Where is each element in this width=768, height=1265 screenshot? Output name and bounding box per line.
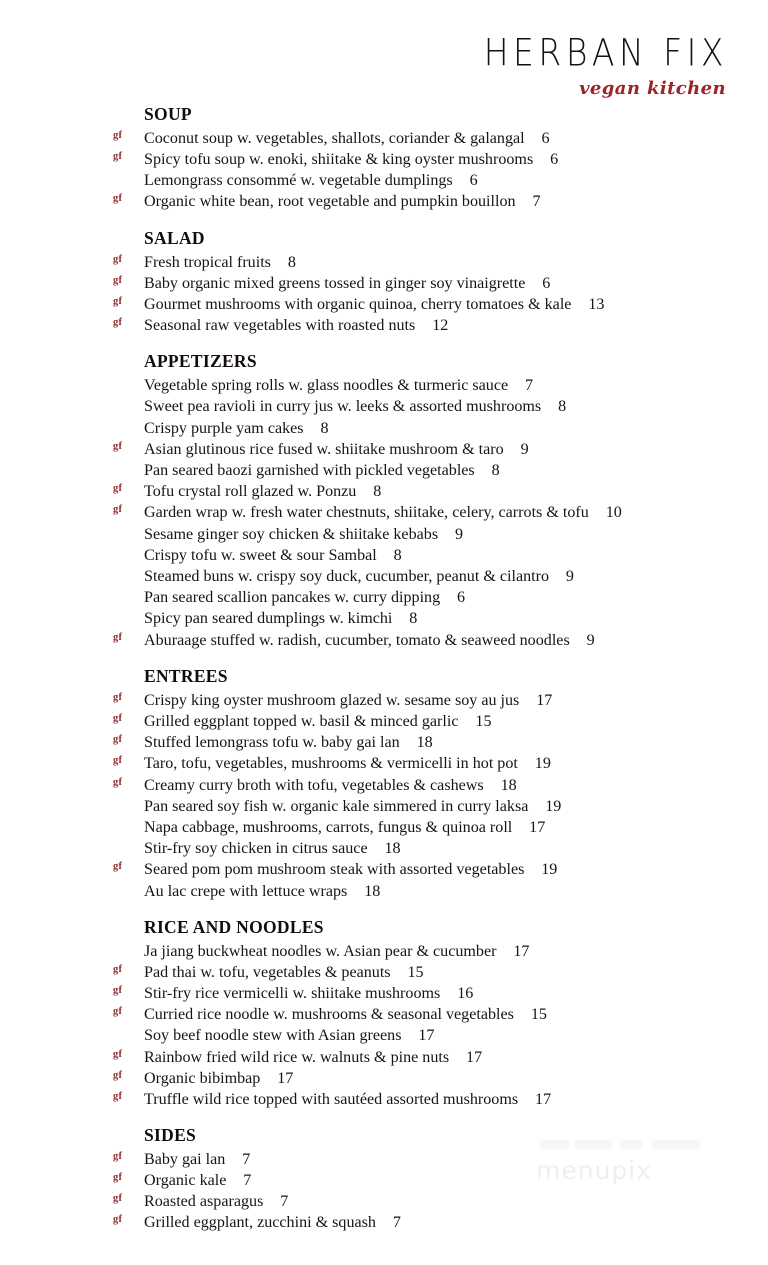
menu-item-price: 8 xyxy=(558,398,567,416)
menu-item-name: Pan seared scallion pancakes w. curry dipping xyxy=(144,589,441,607)
menu-item xyxy=(0,1047,768,1068)
menu-item-list xyxy=(0,690,768,902)
menu-item-name: Garden wrap w. fresh water chestnuts, shiitake, celery, carrots & tofu xyxy=(144,504,589,522)
gluten-free-marker: gf xyxy=(113,1193,123,1205)
menu-item xyxy=(0,1089,768,1110)
menu-item-name: Seasonal raw vegetables with roasted nuts xyxy=(144,317,416,335)
menu-item-list xyxy=(0,1149,768,1233)
gluten-free-marker: gf xyxy=(113,151,123,163)
menu-item-list xyxy=(0,941,768,1111)
menu-item-price: 17 xyxy=(466,1048,483,1066)
gluten-free-marker: gf xyxy=(113,963,123,975)
menu-item-price: 7 xyxy=(392,1214,401,1232)
menu-item xyxy=(0,1149,768,1170)
menu-item-price: 15 xyxy=(475,712,492,730)
gluten-free-marker: gf xyxy=(113,129,123,141)
menu-item-price: 6 xyxy=(541,129,550,147)
menu-item xyxy=(0,983,768,1004)
menu-item xyxy=(0,502,768,523)
gluten-free-marker: gf xyxy=(113,776,123,788)
menu-item xyxy=(0,375,768,396)
menu-section xyxy=(0,351,768,651)
menu-item-price: 17 xyxy=(277,1069,294,1087)
menu-item xyxy=(0,859,768,880)
menu-item-price: 19 xyxy=(545,797,562,815)
menu-item-price: 7 xyxy=(243,1172,252,1190)
menu-item-name: Truffle wild rice topped with sautéed assorted mushrooms xyxy=(144,1091,519,1109)
menu-item-price: 6 xyxy=(550,151,559,169)
menu-item-price: 17 xyxy=(418,1027,435,1045)
menu-item xyxy=(0,545,768,566)
menu-item xyxy=(0,1068,768,1089)
menu-item-price: 6 xyxy=(469,172,478,190)
gluten-free-marker: gf xyxy=(113,691,123,703)
menu-section xyxy=(0,666,768,902)
menu-item-price: 15 xyxy=(407,963,424,981)
menu-item xyxy=(0,460,768,481)
section-title: SALAD xyxy=(144,227,205,248)
menu-item xyxy=(0,732,768,753)
menu-item xyxy=(0,1004,768,1025)
gluten-free-marker: gf xyxy=(113,861,123,873)
section-title: SIDES xyxy=(144,1125,197,1146)
gluten-free-marker: gf xyxy=(113,712,123,724)
gluten-free-marker: gf xyxy=(113,483,123,495)
menu-item-name: Seared pom pom mushroom steak with assorted vegetables xyxy=(144,861,525,879)
menu-item-name: Vegetable spring rolls w. glass noodles & turmeric sauce xyxy=(144,377,509,395)
gluten-free-marker: gf xyxy=(113,1172,123,1184)
menu-item-name: Roasted asparagus xyxy=(144,1193,264,1211)
menu-item xyxy=(0,396,768,417)
menu-item-price: 17 xyxy=(529,818,546,836)
menu-item-price: 10 xyxy=(605,504,622,522)
menu-item-name: Grilled eggplant, zucchini & squash xyxy=(144,1214,376,1232)
gluten-free-marker: gf xyxy=(113,193,123,205)
menu-item-name: Soy beef noodle stew with Asian greens xyxy=(144,1027,402,1045)
menu-item-name: Crispy tofu w. sweet & sour Sambal xyxy=(144,546,377,564)
menu-item xyxy=(0,1212,768,1233)
menu-item-name: Stir-fry rice vermicelli w. shiitake mushrooms xyxy=(144,985,441,1003)
menu-item-name: Baby gai lan xyxy=(144,1151,226,1169)
menu-item xyxy=(0,273,768,294)
menu-item-name: Taro, tofu, vegetables, mushrooms & vermicelli in hot pot xyxy=(144,755,518,773)
menu-item-price: 18 xyxy=(364,882,381,900)
menu-item-name: Pan seared soy fish w. organic kale simmered in curry laksa xyxy=(144,797,529,815)
menu-item xyxy=(0,149,768,170)
gluten-free-marker: gf xyxy=(113,274,123,286)
menu-item-price: 7 xyxy=(280,1193,289,1211)
menu-item-name: Aburaage stuffed w. radish, cucumber, tomato & seaweed noodles xyxy=(144,631,570,649)
menu-item xyxy=(0,881,768,902)
gluten-free-marker: gf xyxy=(113,317,123,329)
section-title: ENTREES xyxy=(144,665,228,686)
menu-item xyxy=(0,711,768,732)
menu-item-price: 7 xyxy=(532,193,541,211)
menupix-watermark: menupix xyxy=(536,1156,653,1185)
menu-item xyxy=(0,170,768,191)
menu-item-price: 18 xyxy=(416,734,433,752)
menu-item-name: Spicy tofu soup w. enoki, shiitake & king oyster mushrooms xyxy=(144,151,534,169)
section-title: APPETIZERS xyxy=(144,351,257,372)
menu-item-price: 6 xyxy=(542,274,551,292)
menu-item-name: Sweet pea ravioli in curry jus w. leeks & assorted mushrooms xyxy=(144,398,542,416)
gluten-free-marker: gf xyxy=(113,1151,123,1163)
menu-item-name: Napa cabbage, mushrooms, carrots, fungus & quinoa roll xyxy=(144,818,513,836)
menu-item-name: Curried rice noodle w. mushrooms & seasonal vegetables xyxy=(144,1006,514,1024)
menu-item-price: 17 xyxy=(513,942,530,960)
menu-item-name: Gourmet mushrooms with organic quinoa, cherry tomatoes & kale xyxy=(144,295,572,313)
menu-item-price: 8 xyxy=(491,462,500,480)
menu-item xyxy=(0,191,768,212)
gluten-free-marker: gf xyxy=(113,253,123,265)
menu-item-price: 12 xyxy=(432,317,449,335)
menu-item-price: 18 xyxy=(500,776,517,794)
menu-item-price: 8 xyxy=(409,610,418,628)
menu-item-price: 9 xyxy=(586,631,595,649)
menu-item xyxy=(0,630,768,651)
menu-item-name: Tofu crystal roll glazed w. Ponzu xyxy=(144,483,357,501)
gluten-free-marker: gf xyxy=(113,440,123,452)
menu-item-price: 7 xyxy=(525,377,534,395)
menu-item-name: Organic bibimbap xyxy=(144,1069,261,1087)
menu-item-price: 9 xyxy=(454,525,464,543)
menu-item-name: Coconut soup w. vegetables, shallots, coriander & galangal xyxy=(144,129,525,147)
menu-section xyxy=(0,228,768,337)
menu-item-price: 8 xyxy=(393,546,402,564)
menu-item-price: 15 xyxy=(530,1006,547,1024)
gluten-free-marker: gf xyxy=(113,1091,123,1103)
menu-item-name: Sesame ginger soy chicken & shiitake kebabs xyxy=(144,525,439,543)
gluten-free-marker: gf xyxy=(113,295,123,307)
watermark-decoration xyxy=(540,1140,700,1149)
menu-item xyxy=(0,838,768,859)
menu-item-name: Baby organic mixed greens tossed in ginger soy vinaigrette xyxy=(144,274,526,292)
menu-item-name: Asian glutinous rice fused w. shiitake mushroom & taro xyxy=(144,440,504,458)
menu-item xyxy=(0,775,768,796)
menu-item-name: Ja jiang buckwheat noodles w. Asian pear & cucumber xyxy=(144,942,497,960)
gluten-free-marker: gf xyxy=(113,631,123,643)
menu-item-price: 17 xyxy=(536,691,553,709)
menu-item xyxy=(0,252,768,273)
menu-item-price: 19 xyxy=(541,861,558,879)
gluten-free-marker: gf xyxy=(113,1048,123,1060)
restaurant-logo xyxy=(468,30,728,99)
menu-item xyxy=(0,1191,768,1212)
menu-item xyxy=(0,439,768,460)
menu-item-name: Pan seared baozi garnished with pickled vegetables xyxy=(144,462,475,480)
gluten-free-marker: gf xyxy=(113,1214,123,1226)
menu-section xyxy=(0,104,768,213)
menu-body xyxy=(0,104,768,1233)
menu-item-price: 13 xyxy=(588,295,605,313)
menu-item xyxy=(0,524,768,545)
menu-item xyxy=(0,941,768,962)
menu-item-price: 7 xyxy=(242,1151,251,1169)
menu-item-price: 8 xyxy=(287,253,296,271)
menu-item-price: 16 xyxy=(457,985,474,1003)
menu-item xyxy=(0,1170,768,1191)
menu-item-name: Organic white bean, root vegetable and pumpkin bouillon xyxy=(144,193,516,211)
gluten-free-marker: gf xyxy=(113,734,123,746)
menu-item xyxy=(0,418,768,439)
menu-item xyxy=(0,294,768,315)
menu-item xyxy=(0,796,768,817)
menu-item-name: Crispy king oyster mushroom glazed w. sesame soy au jus xyxy=(144,691,520,709)
menu-item xyxy=(0,315,768,336)
gluten-free-marker: gf xyxy=(113,755,123,767)
menu-item xyxy=(0,753,768,774)
menu-item-list xyxy=(0,375,768,651)
menu-item-price: 6 xyxy=(457,589,466,607)
menu-item xyxy=(0,481,768,502)
menu-item-price: 17 xyxy=(535,1091,552,1109)
gluten-free-marker: gf xyxy=(113,1069,123,1081)
menu-item-name: Pad thai w. tofu, vegetables & peanuts xyxy=(144,963,391,981)
menu-item-price: 9 xyxy=(565,568,574,586)
menu-item-name: Lemongrass consommé w. vegetable dumplings xyxy=(144,172,453,190)
menu-item-list xyxy=(0,252,768,337)
menu-item-price: 18 xyxy=(384,840,401,858)
menu-item-name: Fresh tropical fruits xyxy=(144,253,271,271)
gluten-free-marker: gf xyxy=(113,504,123,516)
menu-item xyxy=(0,962,768,983)
menu-item-name: Au lac crepe with lettuce wraps xyxy=(144,882,348,900)
section-title: RICE AND NOODLES xyxy=(144,916,324,937)
menu-item-name: Grilled eggplant topped w. basil & minced garlic xyxy=(144,712,459,730)
brand-name: HERBAN FIX xyxy=(483,30,728,75)
menu-item xyxy=(0,128,768,149)
menu-item xyxy=(0,587,768,608)
menu-item-price: 19 xyxy=(534,755,551,773)
menu-item xyxy=(0,1025,768,1046)
menu-item-name: Crispy purple yam cakes xyxy=(144,419,304,437)
menu-item-name: Creamy curry broth with tofu, vegetables & cashews xyxy=(144,776,484,794)
menu-item-name: Steamed buns w. crispy soy duck, cucumber, peanut & cilantro xyxy=(144,568,550,586)
menu-item-name: Stuffed lemongrass tofu w. baby gai lan xyxy=(144,734,400,752)
menu-item xyxy=(0,566,768,587)
menu-item-price: 8 xyxy=(373,483,382,501)
menu-item-name: Stir-fry soy chicken in citrus sauce xyxy=(144,840,368,858)
menu-item-list xyxy=(0,128,768,213)
menu-item-name: Spicy pan seared dumplings w. kimchi xyxy=(144,610,393,628)
menu-item-price: 8 xyxy=(320,419,329,437)
section-title: SOUP xyxy=(144,104,192,124)
menu-item-name: Rainbow fried wild rice w. walnuts & pine nuts xyxy=(144,1048,450,1066)
gluten-free-marker: gf xyxy=(113,985,123,997)
menu-item xyxy=(0,690,768,711)
brand-tagline: vegan kitchen xyxy=(579,78,726,99)
menu-item-name: Organic kale xyxy=(144,1172,227,1190)
menu-item xyxy=(0,608,768,629)
menu-item xyxy=(0,817,768,838)
gluten-free-marker: gf xyxy=(113,1006,123,1018)
menu-item-price: 9 xyxy=(520,440,529,458)
menu-section xyxy=(0,917,768,1111)
